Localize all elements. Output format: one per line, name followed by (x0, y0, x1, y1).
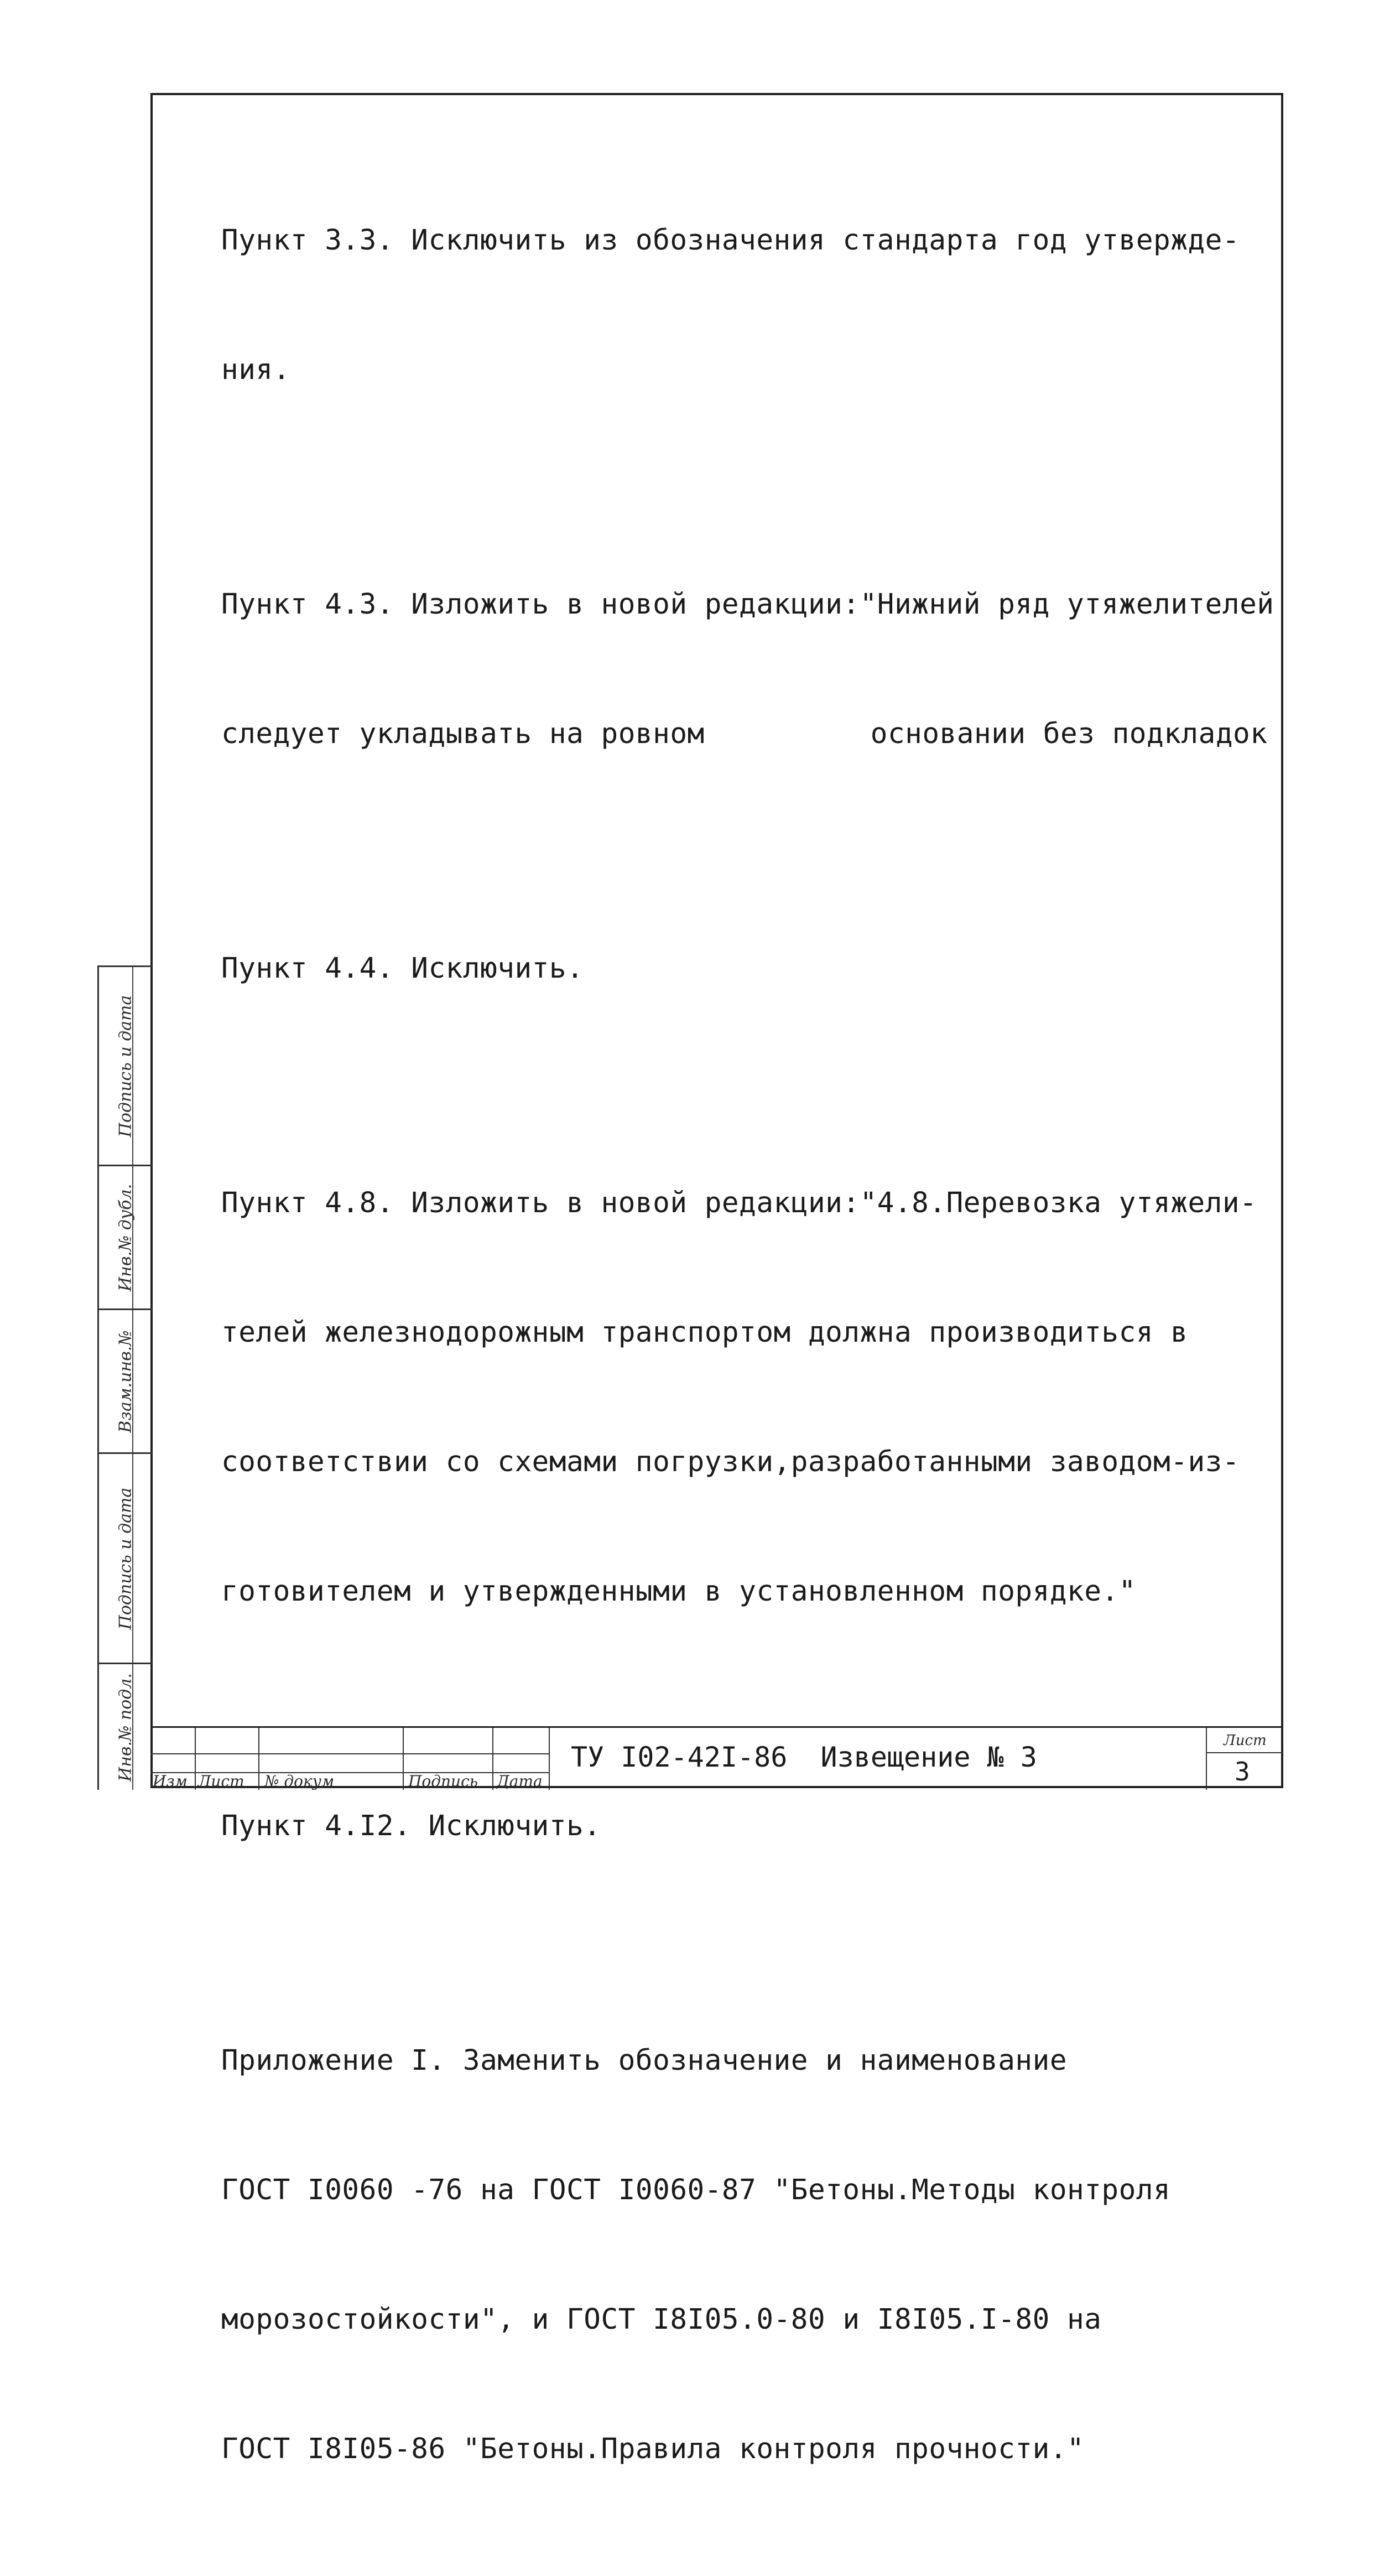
side-label: Инв.№ дубл. (116, 1183, 136, 1291)
side-label: Инв.№ подл. (116, 1673, 136, 1782)
text-line: Пункт 4.I2. Исключить. (221, 1810, 601, 1842)
col-label-signature: Подпись (408, 1772, 478, 1790)
divider (1206, 1728, 1207, 1790)
paragraph-4-8 (221, 1095, 1272, 1700)
text-line: готовителем и утвержденными в установленном порядке." (221, 1575, 1136, 1608)
side-cell (99, 1452, 152, 1663)
side-cell (99, 1663, 152, 1790)
text-fragment: следует укладывать на ровном (221, 718, 705, 750)
paragraph-4-4 (221, 861, 1272, 1077)
text-line: телей железнодорожным транспортом должна производиться в (221, 1316, 1188, 1349)
side-label: Взам.инв.№ (116, 1329, 136, 1433)
side-label: Подпись и дата (116, 995, 136, 1137)
document-body (221, 133, 1272, 2576)
divider (195, 1728, 196, 1790)
side-label: Подпись и дата (116, 1487, 136, 1629)
divider (258, 1728, 259, 1790)
sheet-number: 3 (1235, 1757, 1250, 1786)
text-line: соответствии со схемами погрузки,разработанными заводом-из- (221, 1446, 1240, 1478)
side-cell (99, 965, 152, 1165)
text-line: ния. (221, 354, 290, 386)
text-line: Пункт 3.3. Исключить из обозначения стандарта год утвержде- (221, 224, 1240, 257)
side-cell (99, 1308, 152, 1452)
document-title: ТУ I02-42I-86 Извещение № 3 (571, 1741, 1037, 1773)
divider (403, 1728, 404, 1790)
col-label-doc-number: № докум (264, 1772, 335, 1790)
text-line: Пункт 4.8. Изложить в новой редакции:"4.8.Перевозка утяжели- (221, 1187, 1257, 1219)
paragraph-appendix-1 (221, 1953, 1272, 2557)
paragraph-4-3 (221, 497, 1272, 842)
divider (549, 1728, 550, 1790)
side-cell (99, 1165, 152, 1308)
divider (1206, 1752, 1283, 1753)
divider (492, 1728, 493, 1790)
paragraph-3-3 (221, 133, 1272, 478)
divider (150, 1753, 549, 1754)
text-line: ГОСТ I0060 -76 на ГОСТ I0060-87 "Бетоны.Методы контроля (221, 2174, 1171, 2206)
col-label-change: Изм (153, 1772, 188, 1790)
text-line: морозостойкости", и ГОСТ I8I05.0-80 и I8I05.I-80 на (221, 2303, 1102, 2336)
title-block (150, 1726, 1283, 1788)
text-fragment: основании без подкладок (870, 718, 1268, 750)
text-line: Приложение I. Заменить обозначение и наименование (221, 2044, 1068, 2077)
sheet-label: Лист (1224, 1732, 1267, 1749)
side-stamp (97, 965, 150, 1790)
text-line-split (221, 713, 1272, 756)
col-label-date: Дата (497, 1772, 543, 1790)
col-label-sheet: Лист (198, 1772, 244, 1790)
text-line: Пункт 4.3. Изложить в новой редакции:"Нижний ряд утяжелителей (221, 588, 1274, 621)
text-line: ГОСТ I8I05-86 "Бетоны.Правила контроля прочности." (221, 2433, 1085, 2465)
text-line: Пункт 4.4. Исключить. (221, 952, 584, 985)
